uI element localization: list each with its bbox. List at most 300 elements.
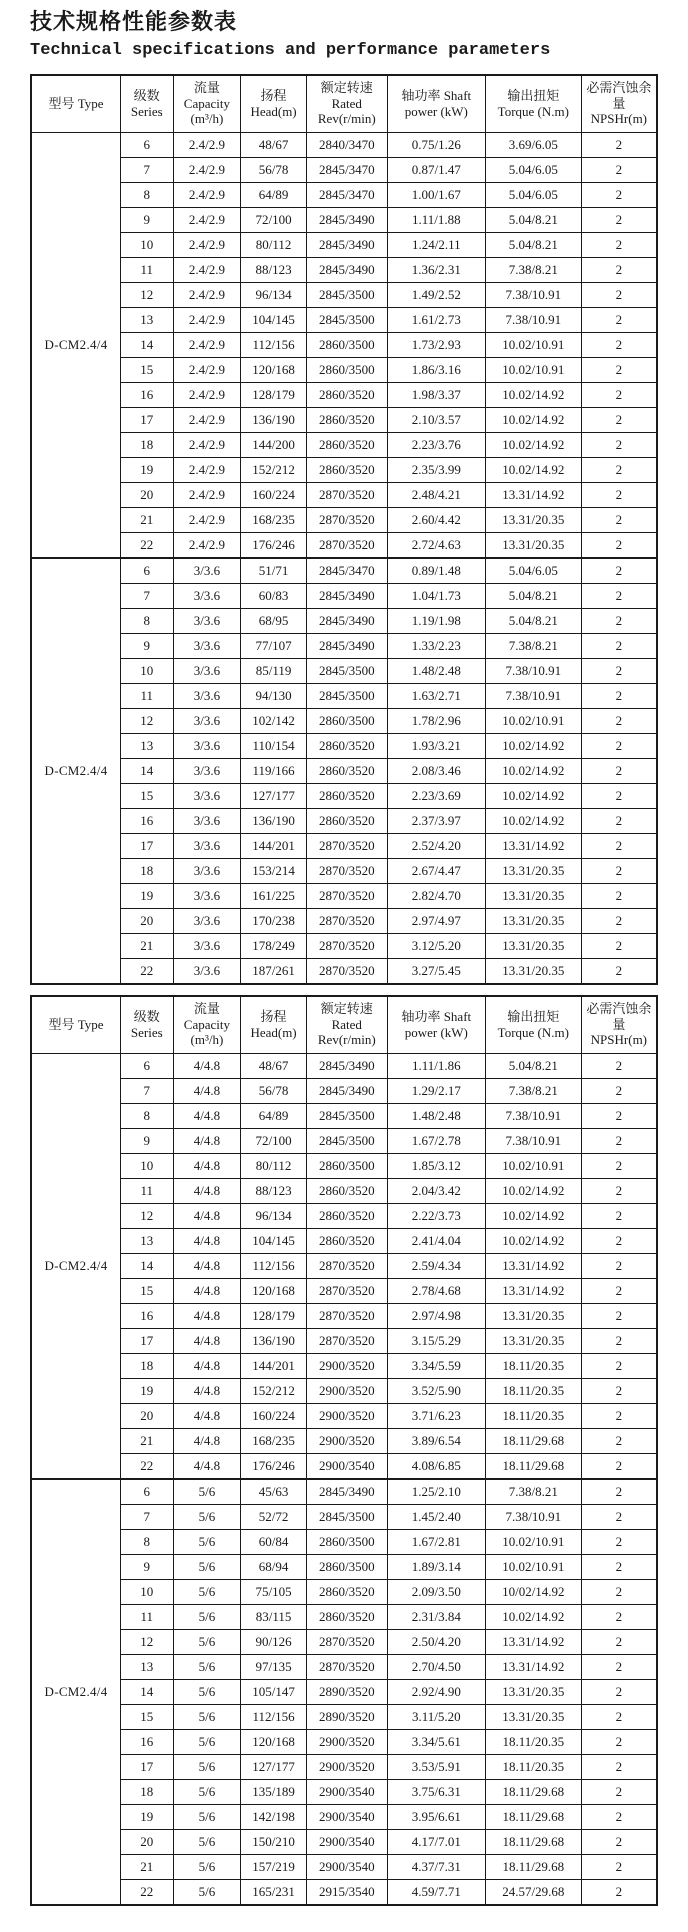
cell-npshr: 2 <box>581 1729 657 1754</box>
cell-capacity: 5/6 <box>173 1629 241 1654</box>
column-header-npshr: 必需汽蚀余 量 NPSHr(m) <box>581 75 657 133</box>
cell-rev: 2900/3520 <box>306 1378 387 1403</box>
cell-series: 6 <box>121 558 174 584</box>
cell-power: 1.29/2.17 <box>387 1078 485 1103</box>
cell-power: 0.87/1.47 <box>387 157 485 182</box>
cell-head: 144/201 <box>241 833 307 858</box>
cell-series: 22 <box>121 1879 174 1905</box>
cell-torque: 18.11/20.35 <box>485 1378 581 1403</box>
cell-capacity: 5/6 <box>173 1604 241 1629</box>
cell-capacity: 3/3.6 <box>173 558 241 584</box>
cell-npshr: 2 <box>581 1228 657 1253</box>
cell-head: 144/201 <box>241 1353 307 1378</box>
cell-power: 2.59/4.34 <box>387 1253 485 1278</box>
cell-torque: 10.02/14.92 <box>485 457 581 482</box>
table-row <box>31 1328 657 1353</box>
cell-torque: 13.31/20.35 <box>485 1303 581 1328</box>
cell-series: 11 <box>121 257 174 282</box>
cell-torque: 5.04/8.21 <box>485 608 581 633</box>
cell-capacity: 2.4/2.9 <box>173 232 241 257</box>
cell-head: 160/224 <box>241 482 307 507</box>
cell-power: 3.71/6.23 <box>387 1403 485 1428</box>
column-header-head: 扬程 Head(m) <box>241 75 307 133</box>
column-header-rev: 额定转速 Rated Rev(r/min) <box>306 996 387 1054</box>
cell-capacity: 3/3.6 <box>173 883 241 908</box>
cell-rev: 2860/3500 <box>306 1529 387 1554</box>
cell-capacity: 4/4.8 <box>173 1153 241 1178</box>
cell-npshr: 2 <box>581 908 657 933</box>
cell-head: 83/115 <box>241 1604 307 1629</box>
cell-series: 15 <box>121 1278 174 1303</box>
cell-torque: 13.31/20.35 <box>485 858 581 883</box>
cell-series: 7 <box>121 1504 174 1529</box>
cell-rev: 2860/3500 <box>306 332 387 357</box>
cell-power: 1.89/3.14 <box>387 1554 485 1579</box>
cell-capacity: 3/3.6 <box>173 858 241 883</box>
cell-series: 13 <box>121 307 174 332</box>
cell-rev: 2845/3500 <box>306 1103 387 1128</box>
cell-head: 170/238 <box>241 908 307 933</box>
cell-torque: 3.69/6.05 <box>485 132 581 157</box>
cell-rev: 2845/3490 <box>306 1078 387 1103</box>
cell-npshr: 2 <box>581 1654 657 1679</box>
cell-power: 1.11/1.88 <box>387 207 485 232</box>
page-title: 技术规格性能参数表 <box>30 9 238 34</box>
cell-power: 3.89/6.54 <box>387 1428 485 1453</box>
cell-power: 2.82/4.70 <box>387 883 485 908</box>
cell-torque: 7.38/10.91 <box>485 282 581 307</box>
cell-series: 21 <box>121 1854 174 1879</box>
cell-series: 6 <box>121 1053 174 1078</box>
cell-npshr: 2 <box>581 357 657 382</box>
cell-capacity: 4/4.8 <box>173 1403 241 1428</box>
table-row <box>31 608 657 633</box>
cell-head: 176/246 <box>241 1453 307 1479</box>
cell-capacity: 3/3.6 <box>173 683 241 708</box>
cell-series: 19 <box>121 457 174 482</box>
cell-head: 128/179 <box>241 382 307 407</box>
cell-rev: 2860/3520 <box>306 758 387 783</box>
cell-series: 8 <box>121 1103 174 1128</box>
column-header-series: 级数 Series <box>121 996 174 1054</box>
table-row <box>31 482 657 507</box>
cell-npshr: 2 <box>581 1203 657 1228</box>
cell-rev: 2860/3520 <box>306 783 387 808</box>
cell-npshr: 2 <box>581 307 657 332</box>
cell-power: 1.11/1.86 <box>387 1053 485 1078</box>
cell-npshr: 2 <box>581 858 657 883</box>
column-header-type: 型号 Type <box>31 75 121 133</box>
cell-head: 160/224 <box>241 1403 307 1428</box>
cell-rev: 2870/3520 <box>306 858 387 883</box>
table-row <box>31 833 657 858</box>
cell-torque: 10.02/14.92 <box>485 1604 581 1629</box>
cell-torque: 10.02/14.92 <box>485 758 581 783</box>
table-row <box>31 182 657 207</box>
cell-head: 64/89 <box>241 182 307 207</box>
cell-torque: 10.02/14.92 <box>485 1178 581 1203</box>
cell-npshr: 2 <box>581 1854 657 1879</box>
cell-series: 18 <box>121 858 174 883</box>
table-row <box>31 307 657 332</box>
cell-series: 6 <box>121 132 174 157</box>
cell-series: 10 <box>121 232 174 257</box>
cell-capacity: 4/4.8 <box>173 1103 241 1128</box>
cell-power: 2.09/3.50 <box>387 1579 485 1604</box>
cell-head: 96/134 <box>241 1203 307 1228</box>
cell-torque: 13.31/20.35 <box>485 532 581 558</box>
header-row <box>31 996 657 1054</box>
cell-power: 2.04/3.42 <box>387 1178 485 1203</box>
cell-npshr: 2 <box>581 157 657 182</box>
cell-power: 1.86/3.16 <box>387 357 485 382</box>
cell-capacity: 4/4.8 <box>173 1353 241 1378</box>
table-row <box>31 1629 657 1654</box>
cell-capacity: 3/3.6 <box>173 708 241 733</box>
cell-torque: 13.31/20.35 <box>485 958 581 984</box>
cell-head: 88/123 <box>241 257 307 282</box>
cell-npshr: 2 <box>581 1078 657 1103</box>
table-row <box>31 1479 657 1505</box>
cell-capacity: 3/3.6 <box>173 733 241 758</box>
cell-rev: 2870/3520 <box>306 1654 387 1679</box>
cell-power: 2.37/3.97 <box>387 808 485 833</box>
cell-power: 4.37/7.31 <box>387 1854 485 1879</box>
cell-power: 3.75/6.31 <box>387 1779 485 1804</box>
table-row <box>31 1579 657 1604</box>
table-row <box>31 407 657 432</box>
cell-capacity: 5/6 <box>173 1679 241 1704</box>
cell-npshr: 2 <box>581 1128 657 1153</box>
column-header-capacity: 流量 Capacity (m³/h) <box>173 996 241 1054</box>
cell-power: 1.36/2.31 <box>387 257 485 282</box>
column-header-head: 扬程 Head(m) <box>241 996 307 1054</box>
cell-npshr: 2 <box>581 1779 657 1804</box>
cell-head: 142/198 <box>241 1804 307 1829</box>
table-row <box>31 1253 657 1278</box>
cell-head: 72/100 <box>241 1128 307 1153</box>
cell-head: 52/72 <box>241 1504 307 1529</box>
cell-torque: 18.11/29.68 <box>485 1804 581 1829</box>
cell-series: 17 <box>121 833 174 858</box>
table-row <box>31 583 657 608</box>
cell-npshr: 2 <box>581 532 657 558</box>
cell-npshr: 2 <box>581 232 657 257</box>
cell-series: 7 <box>121 157 174 182</box>
cell-power: 3.12/5.20 <box>387 933 485 958</box>
cell-power: 1.49/2.52 <box>387 282 485 307</box>
table-row <box>31 1278 657 1303</box>
table-row <box>31 1453 657 1479</box>
cell-head: 68/95 <box>241 608 307 633</box>
cell-torque: 13.31/14.92 <box>485 1278 581 1303</box>
cell-series: 7 <box>121 1078 174 1103</box>
column-header-torque: 输出扭矩 Torque (N.m) <box>485 75 581 133</box>
cell-series: 9 <box>121 633 174 658</box>
cell-head: 72/100 <box>241 207 307 232</box>
cell-npshr: 2 <box>581 883 657 908</box>
cell-npshr: 2 <box>581 482 657 507</box>
cell-torque: 13.31/14.92 <box>485 1629 581 1654</box>
table-row <box>31 1504 657 1529</box>
cell-rev: 2900/3520 <box>306 1403 387 1428</box>
cell-series: 22 <box>121 958 174 984</box>
cell-power: 1.33/2.23 <box>387 633 485 658</box>
cell-npshr: 2 <box>581 933 657 958</box>
cell-rev: 2860/3520 <box>306 808 387 833</box>
cell-capacity: 2.4/2.9 <box>173 182 241 207</box>
cell-rev: 2870/3520 <box>306 883 387 908</box>
cell-power: 2.60/4.42 <box>387 507 485 532</box>
cell-torque: 18.11/29.68 <box>485 1453 581 1479</box>
cell-head: 136/190 <box>241 407 307 432</box>
cell-head: 77/107 <box>241 633 307 658</box>
cell-power: 1.93/3.21 <box>387 733 485 758</box>
table-row <box>31 908 657 933</box>
cell-capacity: 4/4.8 <box>173 1378 241 1403</box>
cell-npshr: 2 <box>581 1453 657 1479</box>
table-row <box>31 733 657 758</box>
cell-rev: 2845/3500 <box>306 1128 387 1153</box>
cell-power: 2.92/4.90 <box>387 1679 485 1704</box>
cell-rev: 2870/3520 <box>306 1629 387 1654</box>
cell-npshr: 2 <box>581 1829 657 1854</box>
cell-capacity: 2.4/2.9 <box>173 257 241 282</box>
cell-series: 20 <box>121 1403 174 1428</box>
cell-capacity: 2.4/2.9 <box>173 432 241 457</box>
cell-rev: 2860/3500 <box>306 708 387 733</box>
cell-torque: 13.31/20.35 <box>485 908 581 933</box>
column-header-rev: 额定转速 Rated Rev(r/min) <box>306 75 387 133</box>
cell-npshr: 2 <box>581 1303 657 1328</box>
cell-rev: 2900/3540 <box>306 1804 387 1829</box>
table-row <box>31 758 657 783</box>
cell-series: 13 <box>121 733 174 758</box>
cell-torque: 7.38/10.91 <box>485 1504 581 1529</box>
cell-head: 112/156 <box>241 1253 307 1278</box>
cell-npshr: 2 <box>581 1754 657 1779</box>
cell-torque: 10.02/10.91 <box>485 332 581 357</box>
cell-power: 1.61/2.73 <box>387 307 485 332</box>
cell-npshr: 2 <box>581 407 657 432</box>
cell-npshr: 2 <box>581 132 657 157</box>
cell-head: 120/168 <box>241 1278 307 1303</box>
cell-series: 14 <box>121 1679 174 1704</box>
cell-series: 20 <box>121 908 174 933</box>
cell-head: 144/200 <box>241 432 307 457</box>
cell-head: 94/130 <box>241 683 307 708</box>
cell-series: 14 <box>121 1253 174 1278</box>
cell-capacity: 3/3.6 <box>173 833 241 858</box>
cell-rev: 2860/3520 <box>306 1604 387 1629</box>
cell-rev: 2870/3520 <box>306 1303 387 1328</box>
cell-torque: 10.02/10.91 <box>485 1153 581 1178</box>
cell-npshr: 2 <box>581 833 657 858</box>
cell-capacity: 5/6 <box>173 1829 241 1854</box>
cell-capacity: 4/4.8 <box>173 1253 241 1278</box>
header-row <box>31 75 657 133</box>
cell-series: 15 <box>121 1704 174 1729</box>
cell-capacity: 2.4/2.9 <box>173 357 241 382</box>
cell-torque: 18.11/29.68 <box>485 1779 581 1804</box>
table-row <box>31 232 657 257</box>
column-header-capacity: 流量 Capacity (m³/h) <box>173 75 241 133</box>
cell-npshr: 2 <box>581 1178 657 1203</box>
cell-rev: 2860/3520 <box>306 432 387 457</box>
cell-capacity: 5/6 <box>173 1654 241 1679</box>
cell-rev: 2845/3470 <box>306 182 387 207</box>
table-row <box>31 382 657 407</box>
cell-head: 168/235 <box>241 1428 307 1453</box>
table-row <box>31 858 657 883</box>
cell-power: 3.34/5.61 <box>387 1729 485 1754</box>
cell-power: 4.59/7.71 <box>387 1879 485 1905</box>
cell-npshr: 2 <box>581 1504 657 1529</box>
cell-power: 1.67/2.78 <box>387 1128 485 1153</box>
cell-npshr: 2 <box>581 507 657 532</box>
cell-torque: 7.38/10.91 <box>485 658 581 683</box>
cell-series: 9 <box>121 1554 174 1579</box>
cell-capacity: 3/3.6 <box>173 808 241 833</box>
cell-head: 168/235 <box>241 507 307 532</box>
cell-rev: 2845/3490 <box>306 1053 387 1078</box>
table-row <box>31 1679 657 1704</box>
table-row <box>31 132 657 157</box>
cell-capacity: 5/6 <box>173 1579 241 1604</box>
table-row <box>31 1704 657 1729</box>
cell-head: 110/154 <box>241 733 307 758</box>
cell-series: 15 <box>121 783 174 808</box>
cell-npshr: 2 <box>581 608 657 633</box>
cell-rev: 2845/3500 <box>306 683 387 708</box>
cell-torque: 18.11/20.35 <box>485 1754 581 1779</box>
cell-power: 1.45/2.40 <box>387 1504 485 1529</box>
cell-rev: 2900/3540 <box>306 1854 387 1879</box>
cell-series: 13 <box>121 1228 174 1253</box>
cell-capacity: 2.4/2.9 <box>173 532 241 558</box>
table-row <box>31 1654 657 1679</box>
cell-head: 56/78 <box>241 157 307 182</box>
cell-torque: 7.38/10.91 <box>485 1128 581 1153</box>
cell-power: 2.50/4.20 <box>387 1629 485 1654</box>
table-row <box>31 432 657 457</box>
cell-series: 16 <box>121 382 174 407</box>
table-row <box>31 1554 657 1579</box>
cell-rev: 2870/3520 <box>306 532 387 558</box>
cell-series: 10 <box>121 1579 174 1604</box>
cell-capacity: 5/6 <box>173 1729 241 1754</box>
cell-torque: 10.02/14.92 <box>485 808 581 833</box>
cell-rev: 2860/3520 <box>306 1178 387 1203</box>
cell-npshr: 2 <box>581 758 657 783</box>
table-row <box>31 808 657 833</box>
cell-rev: 2860/3500 <box>306 1153 387 1178</box>
cell-npshr: 2 <box>581 1579 657 1604</box>
cell-capacity: 2.4/2.9 <box>173 457 241 482</box>
cell-capacity: 3/3.6 <box>173 633 241 658</box>
table-row <box>31 783 657 808</box>
table-row <box>31 1078 657 1103</box>
cell-power: 2.72/4.63 <box>387 532 485 558</box>
cell-npshr: 2 <box>581 1103 657 1128</box>
cell-capacity: 2.4/2.9 <box>173 382 241 407</box>
cell-npshr: 2 <box>581 1278 657 1303</box>
cell-capacity: 5/6 <box>173 1504 241 1529</box>
table-row <box>31 1053 657 1078</box>
cell-torque: 13.31/14.92 <box>485 1253 581 1278</box>
cell-rev: 2840/3470 <box>306 132 387 157</box>
cell-rev: 2900/3520 <box>306 1428 387 1453</box>
table-row <box>31 357 657 382</box>
cell-torque: 13.31/20.35 <box>485 507 581 532</box>
cell-rev: 2870/3520 <box>306 507 387 532</box>
cell-capacity: 2.4/2.9 <box>173 282 241 307</box>
cell-rev: 2900/3520 <box>306 1353 387 1378</box>
cell-torque: 5.04/8.21 <box>485 207 581 232</box>
cell-npshr: 2 <box>581 1428 657 1453</box>
cell-power: 3.95/6.61 <box>387 1804 485 1829</box>
cell-series: 17 <box>121 1754 174 1779</box>
cell-rev: 2845/3500 <box>306 658 387 683</box>
table-row <box>31 1153 657 1178</box>
cell-rev: 2870/3520 <box>306 1328 387 1353</box>
cell-torque: 10.02/14.92 <box>485 432 581 457</box>
cell-torque: 18.11/20.35 <box>485 1403 581 1428</box>
cell-torque: 18.11/29.68 <box>485 1428 581 1453</box>
cell-torque: 13.31/20.35 <box>485 1679 581 1704</box>
table-row <box>31 933 657 958</box>
cell-series: 19 <box>121 1804 174 1829</box>
table-row <box>31 1829 657 1854</box>
cell-power: 2.78/4.68 <box>387 1278 485 1303</box>
cell-rev: 2845/3470 <box>306 558 387 584</box>
cell-series: 13 <box>121 1654 174 1679</box>
cell-series: 21 <box>121 507 174 532</box>
cell-power: 0.89/1.48 <box>387 558 485 584</box>
cell-series: 11 <box>121 683 174 708</box>
cell-power: 4.17/7.01 <box>387 1829 485 1854</box>
cell-head: 178/249 <box>241 933 307 958</box>
cell-head: 88/123 <box>241 1178 307 1203</box>
cell-series: 6 <box>121 1479 174 1505</box>
cell-torque: 18.11/29.68 <box>485 1829 581 1854</box>
cell-npshr: 2 <box>581 708 657 733</box>
cell-head: 152/212 <box>241 457 307 482</box>
type-cell: D-CM2.4/4 <box>31 1053 121 1479</box>
cell-power: 1.25/2.10 <box>387 1479 485 1505</box>
column-header-power: 轴功率 Shaft power (kW) <box>387 996 485 1054</box>
type-cell: D-CM2.4/4 <box>31 132 121 558</box>
cell-torque: 13.31/14.92 <box>485 833 581 858</box>
cell-rev: 2890/3520 <box>306 1704 387 1729</box>
cell-rev: 2860/3500 <box>306 357 387 382</box>
cell-series: 16 <box>121 1729 174 1754</box>
cell-capacity: 4/4.8 <box>173 1203 241 1228</box>
cell-capacity: 2.4/2.9 <box>173 407 241 432</box>
cell-torque: 10.02/14.92 <box>485 1228 581 1253</box>
cell-rev: 2845/3490 <box>306 608 387 633</box>
table-row <box>31 257 657 282</box>
cell-head: 136/190 <box>241 1328 307 1353</box>
cell-torque: 7.38/8.21 <box>485 1078 581 1103</box>
cell-npshr: 2 <box>581 958 657 984</box>
cell-rev: 2870/3520 <box>306 908 387 933</box>
cell-torque: 5.04/6.05 <box>485 182 581 207</box>
cell-rev: 2870/3520 <box>306 833 387 858</box>
cell-power: 4.08/6.85 <box>387 1453 485 1479</box>
cell-series: 14 <box>121 758 174 783</box>
cell-series: 15 <box>121 357 174 382</box>
